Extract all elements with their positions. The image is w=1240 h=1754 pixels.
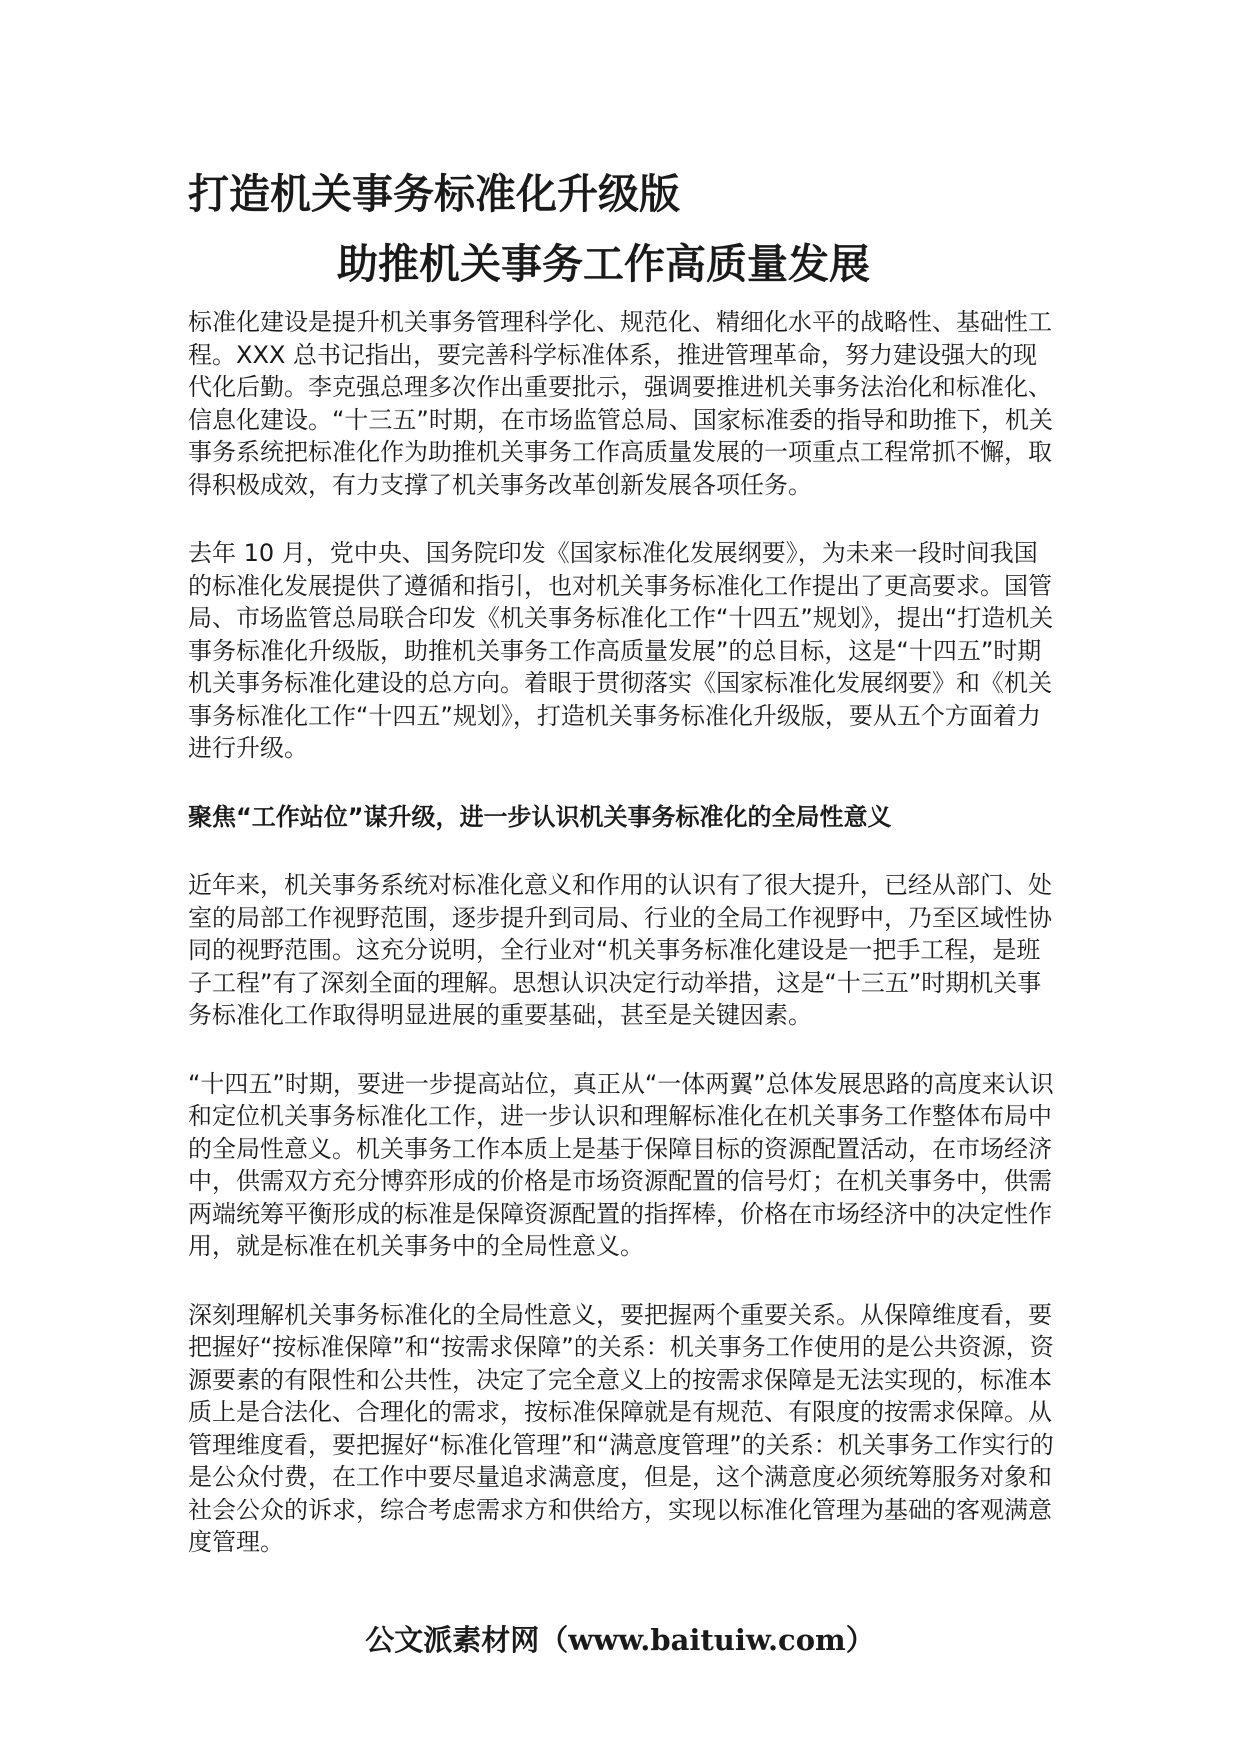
document-title-line-1: 打造机关事务标准化升级版 bbox=[188, 170, 680, 218]
paragraph-background: 去年 10 月，党中央、国务院印发《国家标准化发展纲要》，为未来一段时间我国的标准化发展提供了遵循和指引，也对机关事务标准化工作提出了更高要求。国管局、市场监管总局联合印发《机关事务标准化工作“十四五”规划》，提出“打造机关事务标准化升级版，助推机关事务工作高质量发展”的总目标，这是“十四五”时期机关事务标准化建设的总方向。着眼于贯彻落实《国家标准化发展纲要》和《机关事务标准化工作“十四五”规划》，打造机关事务标准化升级版，要从五个方面着力进行升级。 bbox=[188, 539, 1054, 762]
section-paragraph-3: 深刻理解机关事务标准化的全局性意义，要把握两个重要关系。从保障维度看，要把握好“按标准保障”和“按需求保障”的关系：机关事务工作使用的是公共资源，资源要素的有限性和公共性，决定了完全意义上的按需求保障是无法实现的，标准本质上是合法化、合理化的需求，按标准保障就是有规范、有限度的按需求保障。从管理维度看，要把握好“标准化管理”和“满意度管理”的关系：机关事务工作实行的是公众付费，在工作中要尽量追求满意度，但是，这个满意度必须统筹服务对象和社会公众的诉求，综合考虑需求方和供给方，实现以标准化管理为基础的客观满意度管理。 bbox=[188, 1300, 1054, 1556]
document-body bbox=[188, 306, 1058, 1595]
section-paragraph-1: 近年来，机关事务系统对标准化意义和作用的认识有了很大提升，已经从部门、处室的局部工作视野范围，逐步提升到司局、行业的全局工作视野中，乃至区域性协同的视野范围。这充分说明，全行业对“机关事务标准化建设是一把手工程，是班子工程”有了深刻全面的理解。思想认识决定行动举措，这是“十三五”时期机关事务标准化工作取得明显进展的重要基础，甚至是关键因素。 bbox=[188, 871, 1052, 1029]
document-title-line-2: 助推机关事务工作高质量发展 bbox=[337, 240, 870, 288]
section-heading: 聚焦“工作站位”谋升级，进一步认识机关事务标准化的全局性意义 bbox=[188, 802, 892, 831]
paragraph-intro: 标准化建设是提升机关事务管理科学化、规范化、精细化水平的战略性、基础性工程。XXX 总书记指出，要完善科学标准体系，推进管理革命，努力建设强大的现代化后勤。李克强总理多次作出重要批示，强调要推进机关事务法治化和标准化、信息化建设。“十三五”时期，在市场监管总局、国家标准委的指导和助推下，机关事务系统把标准化作为助推机关事务工作高质量发展的一项重点工程常抓不懈，取得积极成效，有力支撑了机关事务改革创新发展各项任务。 bbox=[188, 308, 1053, 499]
footer-watermark: 公文派素材网（www.baituiw.com） bbox=[365, 1623, 875, 1657]
section-paragraph-2: “十四五”时期，要进一步提高站位，真正从“一体两翼”总体发展思路的高度来认识和定位机关事务标准化工作，进一步认识和理解标准化在机关事务工作整体布局中的全局性意义。机关事务工作本质上是基于保障目标的资源配置活动，在市场经济中，供需双方充分博弈形成的价格是市场资源配置的信号灯；在机关事务中，供需两端统筹平衡形成的标准是保障资源配置的指挥棒，价格在市场经济中的决定性作用，就是标准在机关事务中的全局性意义。 bbox=[188, 1069, 1054, 1260]
